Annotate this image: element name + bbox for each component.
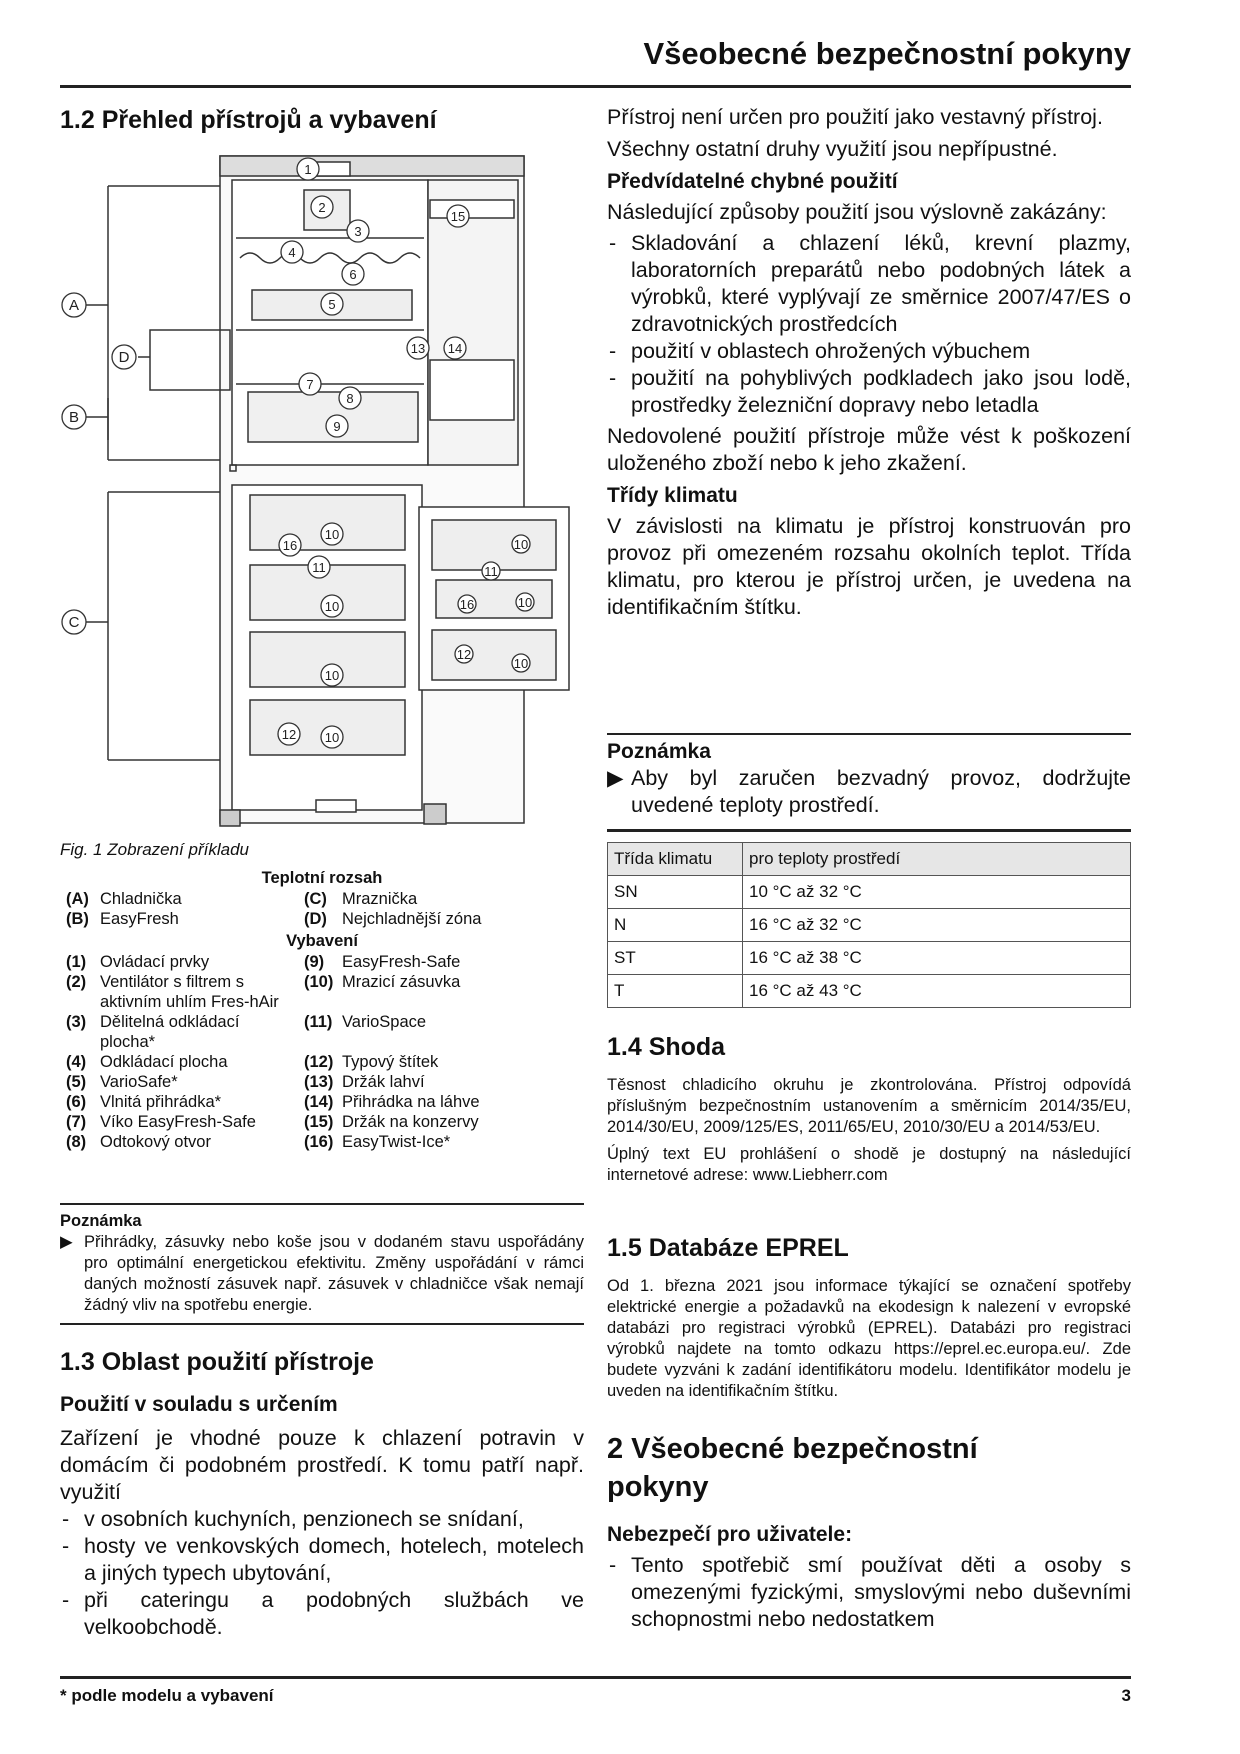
list-item: - použití v oblastech ohrožených výbuchem (607, 338, 1131, 365)
legend-label: Mraznička (342, 890, 418, 908)
note-item (60, 1232, 584, 1316)
callout-label: 10 (513, 537, 529, 552)
table-row (608, 975, 1131, 1008)
legend-number: (13) (304, 1073, 334, 1091)
callout-label: 12 (456, 647, 472, 662)
table-cell: T (608, 975, 743, 1008)
climate-text: V závislosti na klimatu je přístroj konstruován pro provoz při omezeném rozsahu okolních teplot. Třída klimatu, pro kterou je přístroj určen, je uvedena na identifikačním štítku. (607, 514, 1131, 619)
user-danger-heading: Nebezpečí pro uživatele: (607, 1523, 853, 1546)
legend-number: (16) (304, 1133, 334, 1151)
legend-number: (C) (304, 890, 327, 908)
eprel-text: Od 1. března 2021 jsou informace týkající se označení spotřeby elektrické energie a požadavků na ekodesign k nalezení v evropské databázi pro registraci výrobků (EPREL). Databázi pro registraci výrobků najdete na tomto odkazu https://eprel.ec.europa.eu/. Zde budete vyzváni k zadání identifikátoru modelu. Identifikátor modelu je uveden na identifikačním štítku. (607, 1277, 1131, 1400)
figure-caption: Fig. 1 Zobrazení příkladu (60, 840, 249, 859)
note-box-right (607, 738, 1131, 819)
legend-number: (11) (304, 1013, 333, 1031)
table-cell: 16 °C až 38 °C (743, 942, 1131, 975)
legend-number: (15) (304, 1113, 334, 1131)
legend-row (66, 1112, 536, 1132)
legend-label: Nejchladnější zóna (342, 910, 482, 928)
zone-label: B (68, 409, 80, 426)
note-text: Přihrádky, zásuvky nebo koše jsou v dodaném stavu uspořádány pro optimální energetickou efektivitu. Změny uspořádání v rámci daných možností zásuvek např. zásuvek v chladničce však nemají žádný vliv na spotřebu energie. (84, 1233, 584, 1314)
legend-label: EasyTwist-Ice* (342, 1133, 451, 1151)
section-1-5-heading: 1.5 Databáze EPREL (607, 1234, 849, 1262)
legend-label: Odkládací plocha (100, 1053, 228, 1071)
table-cell: ST (608, 942, 743, 975)
table-cell: N (608, 909, 743, 942)
callout-label: 10 (513, 656, 529, 671)
other-use-text: Všechny ostatní druhy využití jsou nepřípustné. (607, 137, 1058, 161)
table-top-rule (607, 829, 1131, 832)
legend-label: EasyFresh-Safe (342, 953, 461, 971)
intended-use-intro: Zařízení je vhodné pouze k chlazení potravin v domácím či podobném prostředí. K tomu patří např. využití (60, 1426, 584, 1504)
callout-label: 15 (450, 209, 466, 224)
legend-number: (3) (66, 1013, 87, 1031)
callout-label: 10 (517, 595, 533, 610)
eprel-body (607, 1276, 1131, 1402)
callout-label: 10 (324, 730, 340, 745)
legend-row (66, 1072, 536, 1092)
table-row (608, 876, 1131, 909)
misuse-outro: Nedovolené použití přístroje může vést k poškození uloženého zboží nebo k jeho zkažení. (607, 424, 1131, 475)
legend-row (66, 972, 536, 1012)
callout-label: 11 (484, 564, 498, 579)
section-1-3-heading: 1.3 Oblast použití přístroje (60, 1348, 374, 1376)
legend-number: (9) (304, 953, 325, 971)
legend-row (66, 952, 536, 972)
section-2-heading: 2 Všeobecné bezpečnostní pokyny (607, 1433, 978, 1503)
table-header-cell: Třída klimatu (608, 843, 743, 876)
triangle-right-icon: ▶ (60, 1233, 73, 1251)
intended-use-body (60, 1425, 584, 1641)
note-heading: Poznámka (60, 1212, 142, 1230)
callout-label: 16 (282, 538, 298, 553)
note-item-right (607, 765, 1131, 819)
legend-number: (14) (304, 1093, 334, 1111)
footer-rule (60, 1676, 1131, 1679)
climate-class-table (607, 842, 1131, 1008)
misuse-list (607, 230, 1131, 419)
callout-label: 7 (306, 377, 314, 392)
list-item: - hosty ve venkovských domech, hotelech, motelech a jiných typech ubytování, (60, 1533, 584, 1587)
zone-label: A (68, 297, 80, 314)
legend-equip-table (66, 952, 536, 1152)
legend-label: Mrazicí zásuvka (342, 973, 461, 991)
legend-label: Chladnička (100, 890, 182, 908)
legend-row (66, 889, 536, 909)
page-number: 3 (1121, 1686, 1131, 1705)
legend-label: VarioSafe* (100, 1073, 178, 1091)
callout-label: 14 (447, 341, 463, 356)
note-box-left (60, 1211, 584, 1316)
legend-number: (8) (66, 1133, 87, 1151)
legend-row (66, 1132, 536, 1152)
list-item: - při cateringu a podobných službách ve velkoobchodě. (60, 1587, 584, 1641)
callout-label: 3 (354, 224, 362, 239)
legend-label: Dělitelná odkládací plocha* (100, 1013, 240, 1051)
legend-label: Ovládací prvky (100, 953, 210, 971)
callout-label: 10 (324, 599, 340, 614)
list-item: - použití na pohyblivých podkladech jako jsou lodě, prostředky železniční dopravy nebo letadla (607, 365, 1131, 419)
callout-label: 10 (324, 527, 340, 542)
note-rule-right (607, 733, 1131, 735)
legend-number: (6) (66, 1093, 87, 1111)
legend-label: Přihrádka na láhve (342, 1093, 480, 1111)
callout-label: 11 (312, 560, 326, 575)
running-title: Všeobecné bezpečnostní pokyny (643, 36, 1131, 71)
legend-row (66, 1092, 536, 1112)
legend-number: (7) (66, 1113, 87, 1131)
table-row (608, 909, 1131, 942)
fridge-diagram (0, 0, 600, 840)
legend-number: (4) (66, 1053, 87, 1071)
legend-label: Odtokový otvor (100, 1133, 211, 1151)
footer-note: * podle modelu a vybavení (60, 1686, 274, 1705)
legend-row (66, 909, 536, 929)
section-1-4-heading: 1.4 Shoda (607, 1033, 726, 1061)
conformity-url-text: Úplný text EU prohlášení o shodě je dostupný na následující internetové adrese: www.Liebherr.com (607, 1145, 1131, 1184)
intended-use-list (60, 1506, 584, 1641)
callout-label: 10 (324, 668, 340, 683)
right-column-top (607, 104, 1131, 621)
table-row (608, 942, 1131, 975)
note-rule-bottom (60, 1323, 584, 1325)
legend-temp-heading: Teplotní rozsah (261, 869, 383, 887)
legend-label: Držák na konzervy (342, 1113, 479, 1131)
callout-label: 1 (304, 162, 312, 177)
legend-label: Držák lahví (342, 1073, 425, 1091)
legend-label: Ventilátor s filtrem s aktivním uhlím Fres-hAir (100, 973, 279, 1011)
legend-label: Víko EasyFresh-Safe (100, 1113, 256, 1131)
callout-label: 16 (459, 597, 475, 612)
climate-heading: Třídy klimatu (607, 484, 738, 507)
legend-row (66, 1052, 536, 1072)
callout-label: 9 (333, 419, 341, 434)
table-cell: 10 °C až 32 °C (743, 876, 1131, 909)
misuse-intro: Následující způsoby použití jsou výslovně zakázány: (607, 200, 1107, 224)
note-text-right: Aby byl zaručen bezvadný provoz, dodržujte uvedené teploty prostředí. (631, 766, 1131, 817)
table-header-cell: pro teploty prostředí (743, 843, 1131, 876)
callout-label: 5 (328, 297, 336, 312)
callout-label: 2 (318, 200, 326, 215)
table-cell: 16 °C až 43 °C (743, 975, 1131, 1008)
legend-label: Vlnitá přihrádka* (100, 1093, 222, 1111)
list-item: - Skladování a chlazení léků, krevní plazmy, laboratorních preparátů nebo podobných látek a výrobků, které vyplývají ze směrnice 2007/47/ES o zdravotnických prostředcích (607, 230, 1131, 338)
legend-number: (A) (66, 890, 89, 908)
intended-use-heading: Použití v souladu s určením (60, 1393, 338, 1416)
callout-label: 13 (410, 341, 426, 356)
section-1-2-heading: 1.2 Přehled přístrojů a vybavení (60, 106, 437, 134)
list-item: - v osobních kuchyních, penzionech se snídaní, (60, 1506, 584, 1533)
legend-label: Typový štítek (342, 1053, 439, 1071)
legend-label: VarioSpace (342, 1013, 427, 1031)
legend (60, 868, 584, 1152)
list-item: - Tento spotřebič smí používat děti a osoby s omezenými fyzickými, smyslovými nebo duševními schopnostmi nebo nedostatkem (607, 1552, 1131, 1633)
legend-number: (B) (66, 910, 89, 928)
table-cell: SN (608, 876, 743, 909)
note-heading-right: Poznámka (607, 740, 711, 763)
callout-label: 8 (346, 391, 354, 406)
legend-number: (1) (66, 953, 87, 971)
legend-number: (10) (304, 973, 334, 991)
note-rule-top (60, 1203, 584, 1205)
legend-label: EasyFresh (100, 910, 179, 928)
legend-number: (12) (304, 1053, 334, 1071)
legend-row (66, 1012, 536, 1052)
table-header-row (608, 843, 1131, 876)
table-cell: 16 °C až 32 °C (743, 909, 1131, 942)
legend-number: (D) (304, 910, 327, 928)
misuse-heading: Předvídatelné chybné použití (607, 170, 898, 193)
not-built-in-text: Přístroj není určen pro použití jako vestavný přístroj. (607, 105, 1103, 129)
callout-label: 12 (281, 727, 297, 742)
legend-number: (5) (66, 1073, 87, 1091)
triangle-right-icon: ▶ (607, 766, 624, 790)
conformity-text: Těsnost chladicího okruhu je zkontrolována. Přístroj odpovídá příslušným bezpečnostním ustanovením a směrnicím 2014/35/EU, 2014/30/EU, 2009/125/ES, 2011/65/EU, 2010/30/EU a 2014/53/EU. (607, 1076, 1131, 1136)
zone-label: C (68, 614, 80, 631)
legend-number: (2) (66, 973, 87, 991)
legend-equip-heading: Vybavení (286, 932, 358, 950)
safety-list (607, 1552, 1131, 1633)
callout-label: 4 (288, 245, 296, 260)
callout-label: 6 (349, 267, 357, 282)
zone-label: D (118, 349, 130, 366)
conformity-body (607, 1075, 1131, 1186)
legend-temp-table (66, 889, 536, 929)
